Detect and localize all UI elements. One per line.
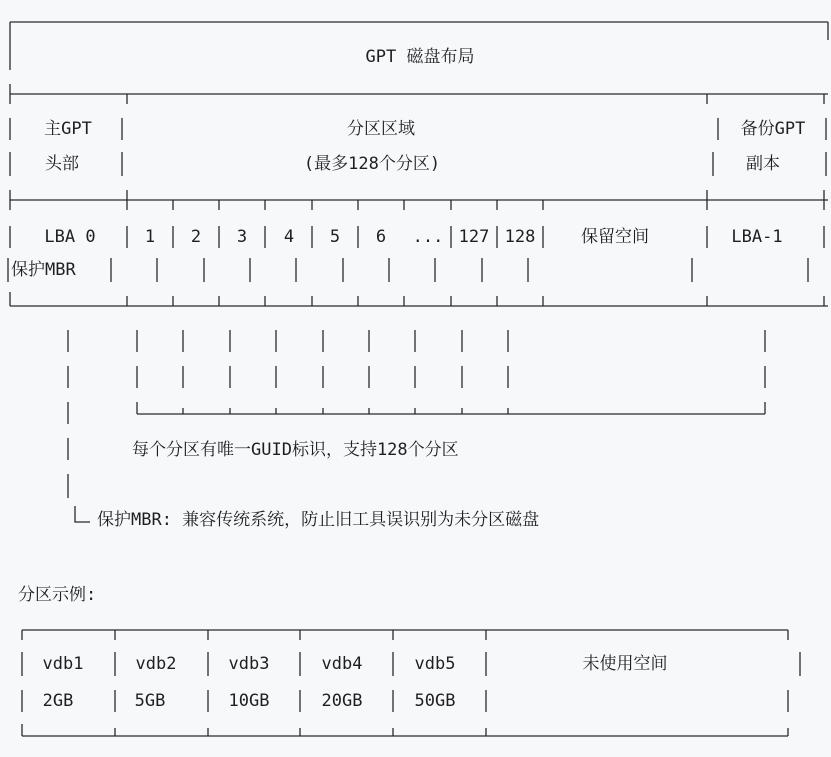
diagram-title: GPT 磁盘布局 [365, 47, 475, 67]
protective-mbr-label: 保护MBR [11, 260, 76, 280]
partition-127: 127 [458, 227, 490, 247]
example-partition-size: 5GB [134, 691, 166, 711]
backup-gpt-label-2: 副本 [746, 154, 780, 174]
partition-1: 1 [144, 227, 156, 247]
example-partition-size: 20GB [321, 691, 363, 711]
partition-3: 3 [236, 227, 248, 247]
primary-gpt-header-label-2: 头部 [45, 154, 79, 174]
partition-area-sublabel: (最多128个分区) [303, 154, 441, 174]
backup-gpt-label: 备份GPT [740, 119, 806, 139]
partition-ellipsis: ... [412, 227, 444, 247]
lba-last-label: LBA-1 [731, 227, 783, 247]
partition-2: 2 [190, 227, 202, 247]
example-partition-size: 2GB [42, 691, 74, 711]
partition-5: 5 [329, 227, 341, 247]
partition-area-label: 分区区域 [347, 119, 415, 139]
example-partition-size: 10GB [228, 691, 270, 711]
primary-gpt-header-label: 主GPT [44, 119, 92, 139]
example-partition-name: vdb3 [228, 654, 270, 674]
example-heading: 分区示例: [18, 585, 97, 605]
example-partition-name: vdb1 [42, 654, 84, 674]
partition-6: 6 [375, 227, 387, 247]
partition-128: 128 [504, 227, 536, 247]
reserved-space-label: 保留空间 [581, 227, 649, 247]
guid-note: 每个分区有唯一GUID标识，支持128个分区 [132, 440, 459, 460]
unused-space-label: 未使用空间 [582, 654, 668, 674]
example-partition-name: vdb4 [321, 654, 363, 674]
example-partition-name: vdb2 [135, 654, 177, 674]
example-partition-name: vdb5 [414, 654, 456, 674]
lba0-label: LBA 0 [44, 227, 96, 247]
mbr-note: 保护MBR: 兼容传统系统，防止旧工具误识别为未分区磁盘 [97, 510, 540, 530]
example-partition-size: 50GB [414, 691, 456, 711]
partition-4: 4 [283, 227, 295, 247]
